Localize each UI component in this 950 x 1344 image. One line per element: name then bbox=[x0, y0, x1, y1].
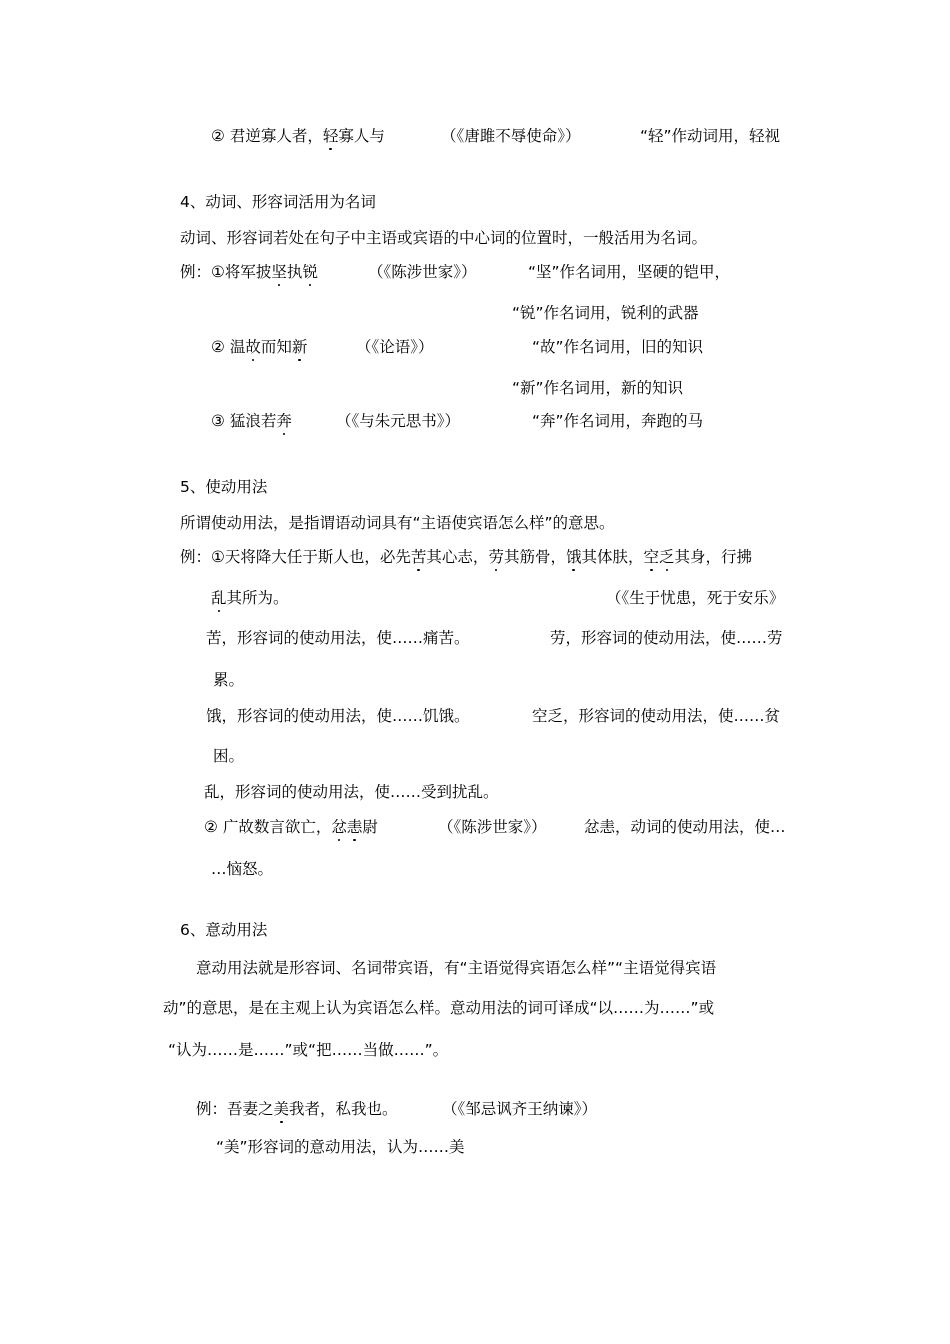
section-description: 动词、形容词若处在句子中主语或宾语的中心词的位置时，一般活用为名词。 bbox=[180, 229, 708, 247]
example-1-line-1 bbox=[180, 547, 752, 567]
paragraph-line-2: 动”的意思，是在主观上认为宾语怎么样。意动用法的词可译成“以……为……”或 bbox=[163, 999, 715, 1017]
sentence-text: 执 bbox=[286, 263, 303, 281]
source-citation: （《论语》） bbox=[356, 338, 434, 356]
explanation-note: 乱，形容词的使动用法，使……受到扰乱。 bbox=[204, 783, 499, 801]
emphasized-char: 劳 bbox=[488, 548, 504, 566]
source-citation: （《与朱元思书》） bbox=[336, 412, 461, 430]
example-3 bbox=[211, 411, 292, 431]
explanation-note: 忿恚，动词的使动用法，使… bbox=[584, 818, 786, 836]
sentence-text: ③ 猛浪若 bbox=[211, 412, 277, 430]
source-citation: （《生于忧患，死于安乐》 bbox=[606, 589, 785, 607]
emphasized-char: 故 bbox=[245, 338, 261, 356]
sentence-text: 其体肤， bbox=[581, 548, 644, 566]
section-heading-5: 5、使动用法 bbox=[180, 478, 268, 496]
explanation-note-continued: 累。 bbox=[213, 671, 245, 689]
section-heading-4: 4、动词、形容词活用为名词 bbox=[180, 193, 376, 211]
sentence-text: 其心志， bbox=[426, 548, 489, 566]
example-2 bbox=[204, 817, 378, 837]
sentence-text: ② 广故数言欲亡， bbox=[204, 818, 332, 836]
explanation-note: 苦，形容词的使动用法，使……痛苦。 bbox=[206, 629, 470, 647]
emphasized-char: 苦 bbox=[410, 548, 427, 566]
emphasized-char: 乏 bbox=[659, 548, 675, 566]
example-1-line-2 bbox=[211, 588, 289, 608]
explanation-note: “锐”作名词用，锐利的武器 bbox=[512, 304, 699, 322]
sentence-text: 我者，私我也。 bbox=[289, 1100, 398, 1118]
sentence-text: 尉 bbox=[362, 818, 378, 836]
sentence-text: 其筋骨， bbox=[503, 548, 566, 566]
emphasized-char: 奔 bbox=[276, 412, 292, 430]
emphasized-char: 轻 bbox=[322, 127, 339, 145]
explanation-note: “奔”作名词用，奔跑的马 bbox=[532, 412, 704, 430]
emphasized-char: 乱 bbox=[211, 589, 227, 607]
emphasized-char: 忿 bbox=[331, 818, 347, 836]
paragraph-line-3: “认为……是……”或“把……当做……”。 bbox=[168, 1041, 449, 1059]
sentence-text: 例：①将军披 bbox=[180, 263, 272, 281]
sentence-text: 寡人与 bbox=[338, 127, 385, 145]
example-2 bbox=[211, 337, 307, 357]
explanation-note-continued: …恼怒。 bbox=[211, 860, 274, 878]
example-line-2-prev bbox=[211, 126, 385, 146]
explanation-note: 劳，形容词的使动用法，使……劳 bbox=[550, 629, 783, 647]
source-citation: （《陈涉世家》） bbox=[438, 818, 547, 836]
source-citation: （《唐雎不辱使命》） bbox=[441, 127, 581, 145]
sentence-text: 其所为。 bbox=[226, 589, 289, 607]
sentence-text: 例：①天将降大任于斯人也，必先 bbox=[180, 548, 411, 566]
explanation-note: “轻”作动词用，轻视 bbox=[640, 127, 781, 145]
sentence-text: 而知 bbox=[260, 338, 292, 356]
sentence-text: 其身，行拂 bbox=[674, 548, 753, 566]
sentence-text: 例：吾妻之 bbox=[196, 1100, 274, 1118]
sentence-text: ② 君逆寡人者， bbox=[211, 127, 323, 145]
explanation-note: 饿，形容词的使动用法，使……饥饿。 bbox=[206, 707, 470, 725]
emphasized-char: 新 bbox=[291, 338, 308, 356]
explanation-note: “美”形容词的意动用法，认为……美 bbox=[216, 1138, 465, 1156]
emphasized-char: 空 bbox=[643, 548, 660, 566]
sentence-text: ② 温 bbox=[211, 338, 246, 356]
explanation-note: “故”作名词用，旧的知识 bbox=[532, 338, 704, 356]
section-heading-6: 6、意动用法 bbox=[180, 921, 268, 939]
example-1 bbox=[180, 262, 318, 282]
explanation-note-continued: 困。 bbox=[213, 747, 245, 765]
source-citation: （《陈涉世家》） bbox=[368, 263, 477, 281]
explanation-note: 空乏，形容词的使动用法，使……贫 bbox=[532, 707, 781, 725]
explanation-note: “坚”作名词用，坚硬的铠甲， bbox=[528, 263, 731, 281]
example bbox=[196, 1099, 398, 1119]
emphasized-char: 锐 bbox=[302, 263, 318, 281]
emphasized-char: 饿 bbox=[565, 548, 582, 566]
source-citation: （《邹忌讽齐王纳谏》） bbox=[442, 1100, 598, 1118]
paragraph-line-1: 意动用法就是形容词、名词带宾语，有“主语觉得宾语怎么样”“主语觉得宾语 bbox=[196, 959, 717, 977]
emphasized-char: 美 bbox=[273, 1100, 290, 1118]
section-description: 所谓使动用法，是指谓语动词具有“主语使宾语怎么样”的意思。 bbox=[180, 514, 615, 532]
emphasized-char: 坚 bbox=[271, 263, 287, 281]
explanation-note: “新”作名词用，新的知识 bbox=[512, 379, 684, 397]
emphasized-char: 恚 bbox=[346, 818, 363, 836]
